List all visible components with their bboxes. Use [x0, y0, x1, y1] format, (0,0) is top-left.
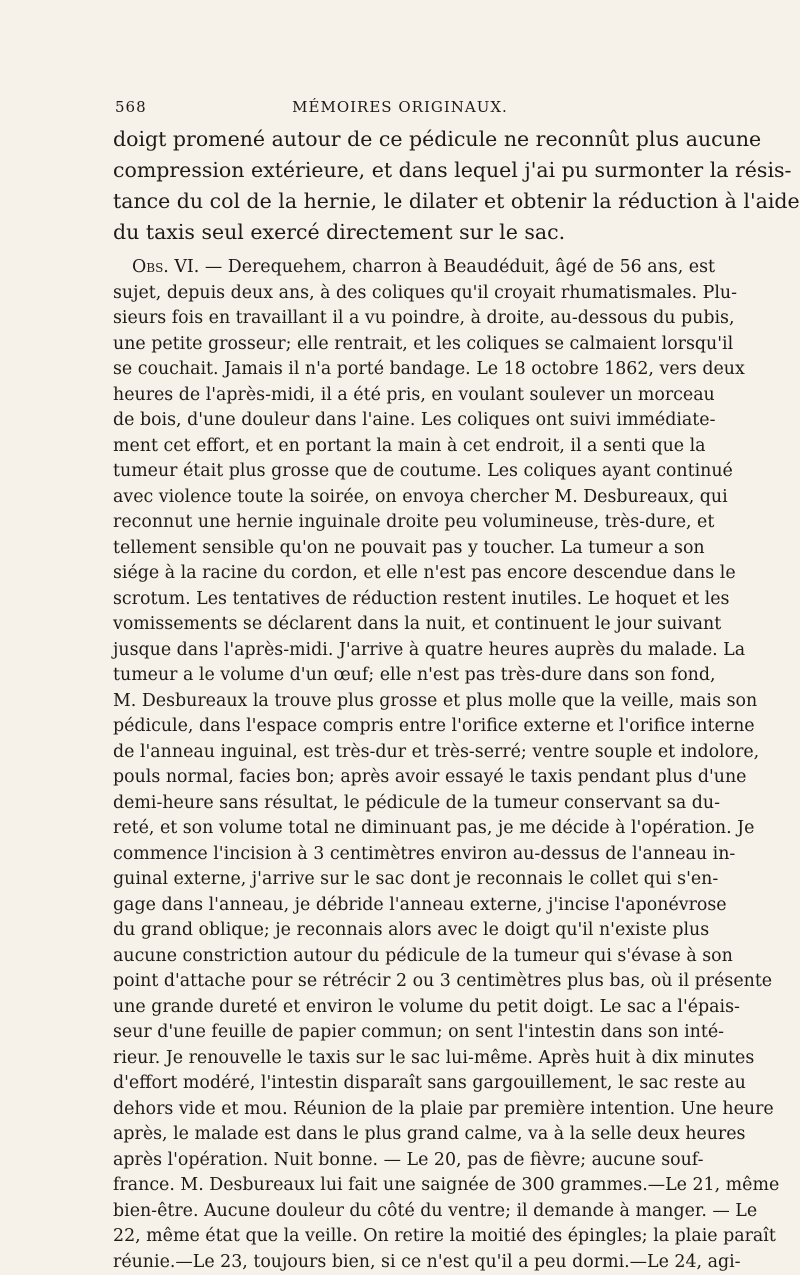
text-line: une petite grosseur; elle rentrait, et les coliques se calmaient lorsqu'il	[113, 332, 687, 358]
text-line: tellement sensible qu'on ne pouvait pas y toucher. La tumeur a son	[113, 536, 687, 562]
running-title: MÉMOIRES ORIGINAUX.	[115, 98, 685, 116]
text-line: gage dans l'anneau, je débride l'anneau externe, j'incise l'aponévrose	[113, 893, 687, 919]
text-line: d'effort modéré, l'intestin disparaît sans gargouillement, le sac reste au	[113, 1071, 687, 1097]
text-line: reconnut une hernie inguinale droite peu volumineuse, très-dure, et	[113, 510, 687, 536]
text-line: heures de l'après-midi, il a été pris, en voulant soulever un morceau	[113, 383, 687, 409]
text-line: 22, même état que la veille. On retire la moitié des épingles; la plaie paraît	[113, 1224, 687, 1250]
text-line: pouls normal, facies bon; après avoir essayé le taxis pendant plus d'une	[113, 765, 687, 791]
lead-paragraph	[113, 124, 687, 248]
observation-first-line-text: — Derequehem, charron à Beaudéduit, âgé de 56 ans, est	[199, 257, 715, 277]
text-line: une grande dureté et environ le volume du petit doigt. Le sac a l'épais-	[113, 995, 687, 1021]
observation-paragraph	[113, 255, 687, 1275]
text-line: de l'anneau inguinal, est très-dur et très-serré; ventre souple et indolore,	[113, 740, 687, 766]
text-line: tance du col de la hernie, le dilater et obtenir la réduction à l'aide	[113, 186, 687, 217]
text-line: bien-être. Aucune douleur du côté du ventre; il demande à manger. — Le	[113, 1199, 687, 1225]
text-line: aucune constriction autour du pédicule de la tumeur qui s'évase à son	[113, 944, 687, 970]
text-line: doigt promené autour de ce pédicule ne reconnût plus aucune	[113, 124, 687, 155]
text-line: après, le malade est dans le plus grand calme, va à la selle deux heures	[113, 1122, 687, 1148]
text-line: siége à la racine du cordon, et elle n'est pas encore descendue dans le	[113, 561, 687, 587]
text-line: M. Desbureaux la trouve plus grosse et plus molle que la veille, mais son	[113, 689, 687, 715]
text-line: de bois, d'une douleur dans l'aine. Les coliques ont suivi immédiate-	[113, 408, 687, 434]
text-line: du taxis seul exercé directement sur le sac.	[113, 217, 687, 248]
text-line: rieur. Je renouvelle le taxis sur le sac lui-même. Après huit à dix minutes	[113, 1046, 687, 1072]
text-line: france. M. Desbureaux lui fait une saignée de 300 grammes.—Le 21, même	[113, 1173, 687, 1199]
text-line: demi-heure sans résultat, le pédicule de la tumeur conservant sa du-	[113, 791, 687, 817]
text-line: scrotum. Les tentatives de réduction restent inutiles. Le hoquet et les	[113, 587, 687, 613]
text-line: après l'opération. Nuit bonne. — Le 20, pas de fièvre; aucune souf-	[113, 1148, 687, 1174]
text-line: tumeur a le volume d'un œuf; elle n'est pas très-dure dans son fond,	[113, 663, 687, 689]
observation-first-line	[113, 255, 687, 281]
observation-label: Obs. VI.	[132, 257, 199, 277]
text-line: vomissements se déclarent dans la nuit, et continuent le jour suivant	[113, 612, 687, 638]
page-number: 568	[115, 98, 147, 116]
text-line: guinal externe, j'arrive sur le sac dont je reconnais le collet qui s'en-	[113, 867, 687, 893]
text-line: réunie.—Le 23, toujours bien, si ce n'est qu'il a peu dormi.—Le 24, agi-	[113, 1250, 687, 1275]
text-line: commence l'incision à 3 centimètres environ au-dessus de l'anneau in-	[113, 842, 687, 868]
text-line: dehors vide et mou. Réunion de la plaie par première intention. Une heure	[113, 1097, 687, 1123]
text-line: reté, et son volume total ne diminuant pas, je me décide à l'opération. Je	[113, 816, 687, 842]
text-line: pédicule, dans l'espace compris entre l'orifice externe et l'orifice interne	[113, 714, 687, 740]
text-line: du grand oblique; je reconnais alors avec le doigt qu'il n'existe plus	[113, 918, 687, 944]
text-line: sieurs fois en travaillant il a vu poindre, à droite, au-dessous du pubis,	[113, 306, 687, 332]
page-header	[115, 98, 685, 120]
text-line: tumeur était plus grosse que de coutume. Les coliques ayant continué	[113, 459, 687, 485]
text-line: jusque dans l'après-midi. J'arrive à quatre heures auprès du malade. La	[113, 638, 687, 664]
text-line: compression extérieure, et dans lequel j'ai pu surmonter la résis-	[113, 155, 687, 186]
text-line: avec violence toute la soirée, on envoya chercher M. Desbureaux, qui	[113, 485, 687, 511]
text-line: se couchait. Jamais il n'a porté bandage. Le 18 octobre 1862, vers deux	[113, 357, 687, 383]
text-line: ment cet effort, et en portant la main à cet endroit, il a senti que la	[113, 434, 687, 460]
text-line: point d'attache pour se rétrécir 2 ou 3 centimètres plus bas, où il présente	[113, 969, 687, 995]
text-line: seur d'une feuille de papier commun; on sent l'intestin dans son inté-	[113, 1020, 687, 1046]
text-line: sujet, depuis deux ans, à des coliques qu'il croyait rhumatismales. Plu-	[113, 281, 687, 307]
